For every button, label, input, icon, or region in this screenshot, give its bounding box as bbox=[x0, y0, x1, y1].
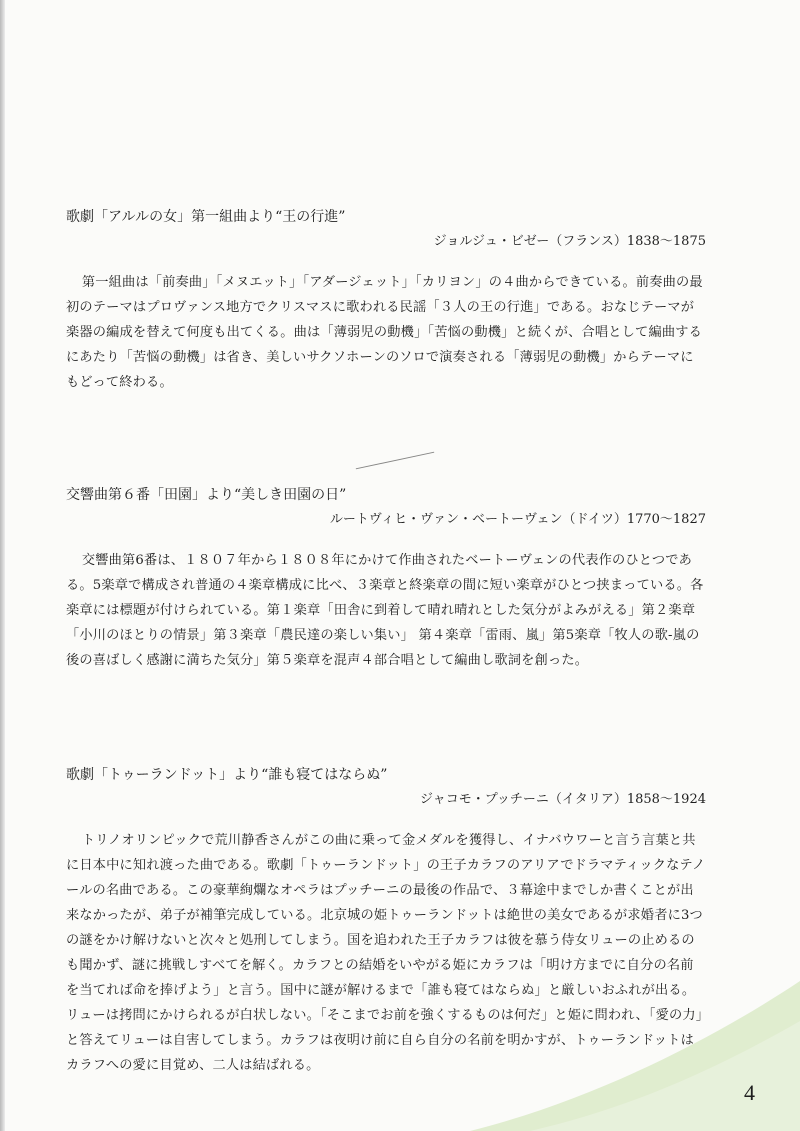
section-body: トリノオリンピックで荒川静香さんがこの曲に乗って金メダルを獲得し、イナバウワーと言う言葉と共に日本中に知れ渡った曲である。歌劇「トゥーランドット」の王子カラフのアリアでドラマティックなテノールの名曲である。この豪華絢爛なオペラはプッチーニの最後の作品で、３幕途中までしか書くことが出来なかったが、弟子が補筆完成している。北京城の姫トゥーランドットは絶世の美女であるが求婚者に3つの謎をかけ解けないと次々と処刑してしまう。国を追われた王子カラフは彼を慕う侍女リューの止めるのも聞かず、謎に挑戦しすべてを解く。カラフとの結婚をいやがる姫にカラフは「明け方までに自分の名前を当てれば命を捧げよう」と言う。国中に謎が解けるまで「誰も寝てはならぬ」と厳しいおふれが出る。リューは拷問にかけられるが白状しない。「そこまでお前を強くするものは何だ」と姫に問われ、「愛の力」と答えてリューは自害してしまう。カラフは夜明け前に自ら自分の名前を明かすが、トゥーランドットはカラフへの愛に目覚め、二人は結ばれる。 bbox=[66, 833, 706, 1073]
composer-line: ジョルジュ・ビゼー（フランス）1838～1875 bbox=[433, 234, 706, 249]
section-title: 歌劇「トゥーランドット」より“誰も寝てはならぬ” bbox=[66, 767, 388, 783]
stray-mark bbox=[356, 452, 434, 470]
composer-line: ルートヴィヒ・ヴァン・ベートーヴェン（ドイツ）1770～1827 bbox=[329, 512, 706, 527]
page-number: 4 bbox=[744, 1080, 755, 1105]
section-body: 交響曲第6番は、１８０７年から１８０８年にかけて作曲されたベートーヴェンの代表作のひとつである。5楽章で構成され普通の４楽章構成に比べ、３楽章と終楽章の間に短い楽章がひとつ挟まっている。各楽章には標題が付けられている。第１楽章「田舎に到着して晴れ晴れとした気分がよみがえる」第２楽章「小川のほとりの情景」第３楽章「農民達の楽しい集い」 第４楽章「雷雨、嵐」第5楽章「牧人の歌-嵐の後の喜ばしく感謝に満ちた気分」第５楽章を混声４部合唱として編曲し歌詞を創った。 bbox=[66, 553, 704, 668]
binding-edge bbox=[0, 0, 5, 1131]
section-title: 歌劇「アルルの女」第一組曲より“王の行進” bbox=[66, 209, 346, 225]
section-title: 交響曲第６番「田園」より“美しき田園の日” bbox=[66, 487, 347, 503]
composer-line: ジャコモ・プッチーニ（イタリア）1858～1924 bbox=[420, 792, 706, 807]
section-body: 第一組曲は「前奏曲」「メヌエット」「アダージェット」「カリヨン」の４曲からできている。前奏曲の最初のテーマはプロヴァンス地方でクリスマスに歌われる民謡「３人の王の行進」である。おなじテーマが楽器の編成を替えて何度も出てくる。曲は「薄弱児の動機」「苦悩の動機」と続くが、合唱として編曲するにあたり「苦悩の動機」は省き、美しいサクソホーンのソロで演奏される「薄弱児の動機」からテーマにもどって終わる。 bbox=[66, 275, 703, 390]
section-pastoral bbox=[66, 484, 706, 686]
section-turandot bbox=[66, 764, 706, 1091]
section-arlesienne bbox=[66, 206, 706, 408]
